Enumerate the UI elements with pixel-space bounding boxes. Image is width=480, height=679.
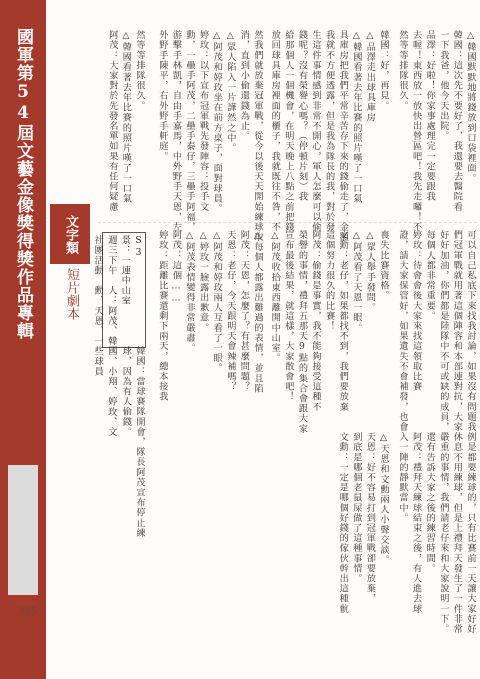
script-line: 消，直到小偷還錢為止。: [238, 30, 250, 142]
script-line: 好好加油，你們都是陸隊中不可或缺的成員，: [437, 230, 449, 432]
script-line: 然等等排隊很久。: [134, 30, 145, 111]
script-line: △韓國看著去年比賽的照片嘆了一口氣: [120, 30, 132, 204]
subcategory-label: 短片劇本: [64, 268, 79, 320]
script-line: △品澤走出球具庫房: [364, 30, 376, 123]
script-line: 天恩：好不容易打到冠軍戰卻要放棄，: [364, 432, 376, 604]
script-line: 阿茂：偷錢是事實，我不能夠接受這種不: [310, 230, 322, 412]
script-line: 具庫房把我們平常辛苦存下來的錢偷走了，金額: [337, 30, 349, 243]
script-line: 文勳：一定是哪個好錢的傢伙幹出這種骯: [337, 432, 349, 614]
script-line: 婷玫：待會會後大家來找這領取比賽: [410, 230, 422, 392]
script-block-11: [98, 346, 146, 538]
script-line: 喪失比賽資格。: [378, 230, 389, 301]
script-line: 生這件事情感到非常不開心，軍人怎麼可以偷: [310, 30, 322, 232]
script-line: △婷玫一臉露出歉意。: [197, 230, 209, 333]
scene-number: S3: [133, 235, 144, 259]
script-line: 們冠軍戰就用著這個陣容和本部連對抗，大家: [451, 230, 463, 432]
script-line: △眾人舉手發問。: [364, 230, 376, 313]
script-block-4: [268, 30, 390, 243]
script-line: 外野手陳平，右外野手軒庭。: [156, 30, 168, 162]
script-block-5: [268, 230, 390, 434]
script-block-6: [268, 432, 390, 647]
script-line: 去喔！東西放一放快出營區吧！我先走囉！不: [410, 30, 422, 232]
script-line: 婷玫：以下宣布冠軍戰先發陣容：投手文: [197, 30, 209, 212]
script-block-8: [150, 230, 264, 420]
script-line: 例是都要練球的，只有比賽前一天讓大家好好: [465, 432, 476, 634]
script-line: △韓國默默地將錢放到口袋裡面。: [465, 30, 476, 184]
script-line: 嚴重的事情，我們請老仔來和大家說明一下。: [437, 432, 449, 634]
script-line: 韓國：當球賽隊開會，隊長阿茂宣布停止練: [134, 346, 145, 538]
script-line: △阿茂看了天恩一眼。: [350, 230, 362, 333]
script-line: 婷玫：距離比賽還剩下兩天，總本接我: [156, 230, 168, 402]
script-line: △每個人都露出難過的表情，並且陷: [252, 230, 263, 394]
script-line: △天恩和文勳兩人小聲交談。: [378, 432, 389, 566]
scene-line: 社團活動 勳、天恩、一些球員: [92, 235, 104, 377]
category-label: 文字類: [50, 204, 90, 264]
script-line: △韓國看著去年比賽的照片嘆了一口氣: [350, 30, 362, 204]
script-line: 韓國：好，再見。: [378, 30, 389, 111]
scene-line: 景：一連中山室: [119, 235, 131, 306]
script-line: 品澤：好啦！你家事處理完一定要跟我: [424, 30, 436, 202]
script-line: 可以自己私底下來找我討論，如果沒有問題我: [465, 230, 476, 432]
script-line: 宣布最後結果，就這樣，大家散會吧！: [282, 230, 294, 402]
script-line: 韓國：這次先不要好了，我還要去醫院看: [451, 30, 463, 212]
script-line: 然等等排隊很久。: [397, 30, 409, 111]
script-line: 阿茂：天恩，怎麼了？有甚麼問題？: [238, 230, 250, 392]
script-line: △阿茂和婷玫坐在前方桌子，面對球員。: [211, 30, 223, 214]
script-line: 放回球具庫房裡面的櫃子，我就既往不咎，不: [269, 30, 281, 232]
script-line: 阿茂：大家對於先發名單如果有任何疑慮: [106, 30, 118, 212]
script-line: 榮譽的事情，禮拜五那天9點的集合會跟大家: [296, 230, 308, 434]
script-line: 到底是哪個老鼠屎做了這種事情。: [350, 432, 362, 584]
script-line: △阿茂表情變得非常嚴肅。: [184, 230, 196, 353]
script-line: 天恩：老仔，今天跟明天會辣補嗎？: [224, 230, 236, 392]
script-line: 入一陣的靜默當中。: [397, 432, 409, 523]
script-line: △眾人陷入一片譁然之中。: [224, 30, 236, 153]
script-block-1: [395, 30, 477, 232]
script-line: △阿茂和婷玫兩人互看了一眼。: [211, 230, 223, 374]
scene-line: 週三下午 人：阿茂、韓國、小翔、婷玫、文: [105, 235, 117, 437]
script-line: 阿茂：這個……: [170, 230, 182, 305]
script-line: 文勳：老仔，如果都找不到，我們要放棄: [337, 230, 349, 412]
publication-title: 國軍第54屆文藝金像獎得獎作品專輯: [13, 28, 33, 340]
script-line: 給那個人一個機會，在明天晚上八點之前把錢: [282, 30, 294, 232]
script-line: △阿茂收拾東西離開中山室。: [269, 230, 281, 364]
script-block-2: [395, 230, 477, 432]
page-number: 335: [18, 606, 38, 617]
script-block-3: [395, 432, 477, 647]
script-block-7: [150, 30, 264, 243]
banner-gray-block: [8, 465, 38, 595]
script-block-10: [98, 30, 146, 216]
side-banner: [0, 0, 46, 679]
script-line: 這個努力很久的比賽！: [323, 230, 335, 331]
script-line: 然我們就放棄冠軍戰，從今以後天天開始練球取: [252, 30, 263, 243]
script-line: 游擊手林凱，自由手嘉馬，中外野手天恩，左: [170, 30, 182, 232]
script-line: 每個人都非常重要。: [424, 230, 436, 321]
script-line: 證，請大家保管好，如果遺失不會補發，也會: [397, 230, 409, 432]
script-line: 還有告訴大家之後的練習時間。: [424, 432, 436, 574]
script-line: 球，因為有人偷錢。: [120, 346, 132, 437]
script-line: 阿茂：禮拜天練球結束之後，有人進去球: [410, 432, 422, 614]
script-line: 一下我爸，他今天出院。: [437, 30, 449, 142]
script-line: 錢呢？沒有榮譽心嗎？（停頓片刻）我: [296, 30, 308, 202]
script-line: 我就不方便透露，但是我為隊長的我，對於發: [323, 30, 335, 232]
script-line: 勳，一壘手阿茂，二壘手泰仔，三壘手阿福，: [184, 30, 196, 232]
script-line: 休息不用練球，但是上禮拜天發生了一件非常: [451, 432, 463, 634]
